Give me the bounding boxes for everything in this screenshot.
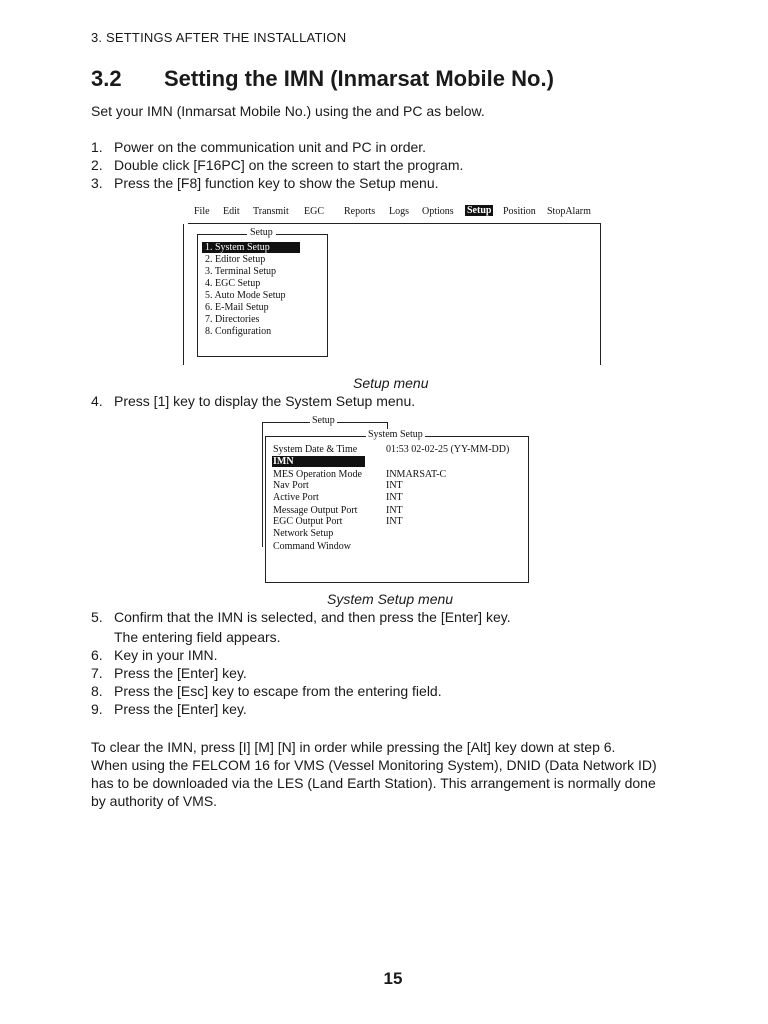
step-number: 2. bbox=[91, 157, 103, 173]
section-title: Setting the IMN (Inmarsat Mobile No.) bbox=[164, 66, 554, 91]
field-label: Network Setup bbox=[273, 528, 334, 539]
step-text: Confirm that the IMN is selected, and then press the [Enter] key. bbox=[114, 609, 511, 625]
steps-list-a bbox=[0, 138, 768, 192]
field-value: INMARSAT-C bbox=[386, 469, 447, 480]
step-text: Press the [F8] function key to show the Setup menu. bbox=[114, 175, 439, 191]
closing-paragraph bbox=[91, 738, 731, 810]
setup-item: 4. EGC Setup bbox=[205, 278, 261, 289]
step-number: 9. bbox=[91, 701, 103, 717]
field-value: INT bbox=[386, 480, 403, 491]
page-number: 15 bbox=[383, 969, 403, 988]
menu-transmit: Transmit bbox=[253, 206, 289, 217]
steps-list-b bbox=[0, 608, 768, 718]
field-label-selected: IMN bbox=[272, 456, 365, 467]
figure-caption-setup: Setup menu bbox=[353, 375, 429, 391]
field-value: INT bbox=[386, 492, 403, 503]
field-label: Active Port bbox=[273, 492, 319, 503]
step-text: Press the [Enter] key. bbox=[114, 665, 247, 681]
setup-item: 3. Terminal Setup bbox=[205, 266, 277, 277]
system-setup-figure bbox=[262, 414, 530, 584]
step-text: Power on the communication unit and PC in order. bbox=[114, 139, 427, 155]
figure-caption-system-setup: System Setup menu bbox=[327, 591, 454, 607]
step-number: 3. bbox=[91, 175, 103, 191]
setup-menu-figure bbox=[183, 200, 601, 365]
menu-reports: Reports bbox=[344, 206, 376, 217]
step-number: 1. bbox=[91, 139, 103, 155]
section-number: 3.2 bbox=[91, 66, 122, 91]
paragraph-line: has to be downloaded via the LES (Land Earth Station). This arrangement is normally done bbox=[91, 775, 656, 791]
menu-stopalarm: StopAlarm bbox=[547, 206, 591, 217]
setup-item: 6. E-Mail Setup bbox=[205, 302, 269, 313]
field-label: Command Window bbox=[273, 541, 352, 552]
menu-file: File bbox=[194, 206, 210, 217]
setup-item: 2. Editor Setup bbox=[205, 254, 266, 265]
system-setup-title: System Setup bbox=[368, 429, 423, 440]
step-number: 8. bbox=[91, 683, 103, 699]
figure-border-left bbox=[183, 224, 184, 365]
menu-bar bbox=[183, 206, 601, 220]
intro-text: Set your IMN (Inmarsat Mobile No.) using the and PC as below. bbox=[91, 103, 485, 119]
field-label: MES Operation Mode bbox=[273, 469, 362, 480]
menu-edit: Edit bbox=[223, 206, 240, 217]
field-label: Message Output Port bbox=[273, 505, 358, 516]
figure-border-right bbox=[600, 224, 601, 365]
step-number: 5. bbox=[91, 609, 103, 625]
menu-options: Options bbox=[422, 206, 454, 217]
setup-box-title: Setup bbox=[247, 227, 276, 238]
menu-setup-selected: Setup bbox=[467, 205, 492, 216]
step-number: 7. bbox=[91, 665, 103, 681]
outer-window-title: Setup bbox=[312, 415, 335, 426]
field-label: Nav Port bbox=[273, 480, 309, 491]
menu-position: Position bbox=[503, 206, 536, 217]
step-number: 4. bbox=[91, 393, 103, 409]
step-text: Double click [F16PC] on the screen to start the program. bbox=[114, 157, 464, 173]
setup-item: 5. Auto Mode Setup bbox=[205, 290, 286, 301]
paragraph-line: When using the FELCOM 16 for VMS (Vessel Monitoring System), DNID (Data Network ID) bbox=[91, 757, 657, 773]
step-text: Press [1] key to display the System Setup menu. bbox=[114, 393, 416, 409]
running-header: 3. SETTINGS AFTER THE INSTALLATION bbox=[91, 30, 347, 45]
step-note: The entering field appears. bbox=[114, 629, 281, 645]
field-label: EGC Output Port bbox=[273, 516, 343, 527]
step-text: Press the [Esc] key to escape from the entering field. bbox=[114, 683, 442, 699]
menu-egc: EGC bbox=[304, 206, 324, 217]
field-value: 01:53 02-02-25 (YY-MM-DD) bbox=[386, 444, 510, 455]
outer-window-left bbox=[262, 422, 263, 547]
field-value: INT bbox=[386, 505, 403, 516]
field-label: System Date & Time bbox=[273, 444, 358, 455]
paragraph-line: To clear the IMN, press [I] [M] [N] in order while pressing the [Alt] key down at step 6. bbox=[91, 739, 616, 755]
paragraph-line: by authority of VMS. bbox=[91, 793, 218, 809]
menu-logs: Logs bbox=[389, 206, 409, 217]
step-text: Press the [Enter] key. bbox=[114, 701, 247, 717]
setup-item-selected: 1. System Setup bbox=[202, 242, 300, 253]
menu-bar-divider bbox=[188, 223, 601, 224]
setup-item: 7. Directories bbox=[205, 314, 260, 325]
step-number: 6. bbox=[91, 647, 103, 663]
field-value: INT bbox=[386, 516, 403, 527]
step-text: Key in your IMN. bbox=[114, 647, 218, 663]
setup-item: 8. Configuration bbox=[205, 326, 272, 337]
